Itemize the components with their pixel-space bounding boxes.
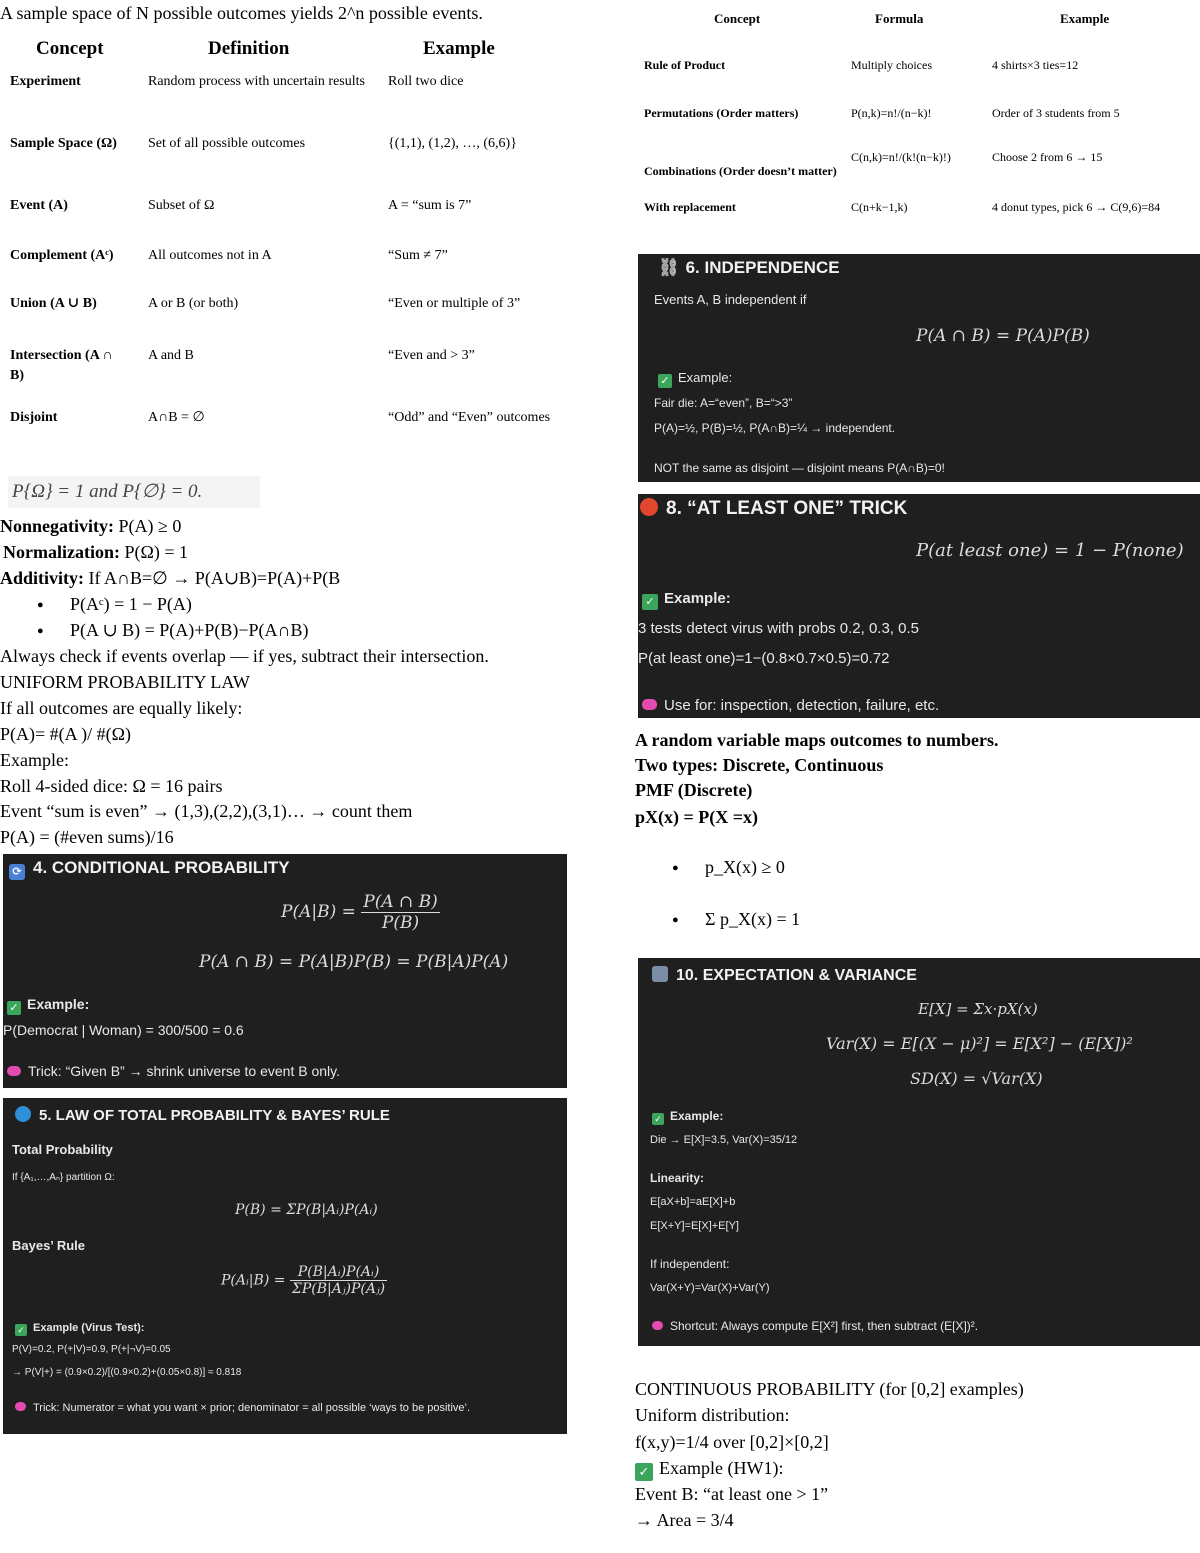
trick-text-content: Trick: Numerator = what you want × prior; denominator = all possible ‘ways to be positive’.	[33, 1402, 471, 1414]
cell: Combinations (Order doesn’t matter)	[644, 164, 837, 178]
axiom-text: If A∩B=∅ → P(A∪B)=P(A)+P(B	[84, 568, 341, 588]
sd-formula: SD(X) = √Var(X)	[910, 1069, 1043, 1088]
cell: Random process with uncertain results	[148, 74, 365, 89]
use-text-content: Use for: inspection, detection, failure, etc.	[664, 697, 940, 714]
section-title-text: 8. “AT LEAST ONE” TRICK	[666, 498, 908, 519]
table-row	[0, 404, 580, 462]
cell: A or B (or both)	[148, 296, 239, 311]
target-icon	[640, 498, 658, 516]
cell: A and B	[148, 348, 194, 363]
variance-formula: Var(X) = E[(X − μ)²] = E[X²] − (E[X])²	[826, 1034, 1133, 1053]
cell: A = “sum is 7”	[388, 198, 472, 213]
trick-text	[7, 1063, 340, 1079]
numerator: P(B|Aᵢ)P(Aᵢ)	[290, 1264, 387, 1281]
checkmark-icon: ✓	[658, 374, 672, 388]
formula-lhs: P(A|B) =	[281, 902, 356, 922]
example-line: P(at least one)=1−(0.8×0.7×0.5)=0.72	[638, 650, 890, 667]
axiom-normalization	[3, 541, 188, 563]
continuous-line: → Area = 3/4	[635, 1510, 734, 1530]
subheading: Linearity:	[650, 1171, 705, 1185]
continuous-heading: CONTINUOUS PROBABILITY (for [0,2] examples)	[635, 1379, 1024, 1399]
intro-text: A sample space of N possible outcomes yields 2^n possible events.	[0, 3, 483, 23]
section-title-text: 4. CONDITIONAL PROBABILITY	[33, 858, 290, 877]
axiom-formula: P{Ω} = 1 and P{∅} = 0.	[12, 481, 203, 502]
linearity-line: E[aX+b]=aE[X]+b	[650, 1196, 736, 1208]
section-title	[15, 1106, 390, 1124]
section-title-text: 5. LAW OF TOTAL PROBABILITY & BAYES’ RULE	[39, 1107, 390, 1124]
conditional-formula	[281, 892, 440, 933]
expectation-formula: E[X] = Σx·pX(x)	[918, 1000, 1038, 1018]
rv-line: A random variable maps outcomes to numbers.	[635, 730, 999, 750]
text-line: Example:	[0, 750, 69, 770]
continuous-line: Event B: “at least one > 1”	[635, 1484, 829, 1504]
subheading: If independent:	[650, 1257, 730, 1271]
axiom-label: Nonnegativity:	[0, 516, 114, 536]
example-text: P(Democrat | Woman) = 300/500 = 0.6	[3, 1022, 244, 1038]
cell: P(n,k)=n!/(n−k)!	[851, 106, 932, 120]
concepts-table	[0, 30, 580, 462]
intro-text: Events A, B independent if	[654, 292, 807, 307]
table-header-row	[0, 30, 580, 68]
cell: Union (A ∪ B)	[10, 296, 97, 311]
fraction	[361, 892, 440, 933]
trick-text-content: Trick: “Given B” → shrink universe to event B only.	[28, 1063, 340, 1079]
axiom-label: Normalization:	[3, 542, 120, 562]
table-row	[638, 184, 1198, 220]
checkmark-icon: ✓	[642, 594, 658, 610]
cell: “Odd” and “Even” outcomes	[388, 410, 551, 425]
link-icon: ⛓	[658, 258, 680, 277]
col-concept: Concept	[36, 38, 104, 59]
cell: Roll two dice	[388, 74, 464, 89]
cell: Complement (Aᶜ)	[10, 248, 114, 263]
checkmark-icon: ✓	[15, 1324, 27, 1336]
example-label-text: Example:	[27, 996, 90, 1012]
axiom-text: P(A) ≥ 0	[114, 516, 182, 536]
checkmark-icon: ✓	[652, 1113, 664, 1125]
cell: 4 donut types, pick 6 → C(9,6)=84	[992, 200, 1161, 214]
axiom-formula-box	[8, 476, 260, 508]
table-header-row	[638, 6, 1198, 32]
cell: Sample Space (Ω)	[10, 136, 117, 151]
conditional-probability-panel	[3, 854, 567, 1088]
example-line: 3 tests detect virus with probs 0.2, 0.3, 0.5	[638, 620, 919, 637]
example-label-text: Example:	[670, 1109, 724, 1123]
pill-icon	[7, 1066, 21, 1076]
table-row	[0, 192, 580, 242]
cell: Set of all possible outcomes	[148, 136, 306, 151]
rv-line: pX(x) = P(X =x)	[635, 807, 758, 827]
denominator: ΣP(B|Aⱼ)P(Aⱼ)	[291, 1281, 386, 1297]
col-formula: Formula	[875, 11, 924, 26]
shortcut-text-content: Shortcut: Always compute E[X²] first, then subtract (E[X])².	[670, 1319, 979, 1333]
example-line: Fair die: A=“even”, B=“>3”	[654, 396, 793, 410]
example-label	[642, 590, 731, 610]
table-row	[638, 32, 1198, 78]
continuous-example-text: Example (HW1):	[659, 1458, 784, 1478]
partition-text: If {A₁,…,Aₙ} partition Ω:	[12, 1172, 115, 1183]
text-line: Event “sum is even” → (1,3),(2,2),(3,1)… → count them	[0, 801, 413, 821]
cell: With replacement	[644, 200, 736, 214]
cell: All outcomes not in A	[148, 248, 272, 263]
text-line: P(A)= #(A )/ #(Ω)	[0, 724, 132, 744]
pmf-bullet: ● p_X(x) ≥ 0	[705, 856, 785, 878]
cell: “Sum ≠ 7”	[388, 248, 448, 263]
subheading: Bayes’ Rule	[12, 1238, 85, 1253]
table-row	[0, 242, 580, 290]
text-line: If all outcomes are equally likely:	[0, 698, 243, 718]
cell: “Even and > 3”	[388, 348, 475, 363]
formula-lhs: P(Aᵢ|B) =	[221, 1272, 286, 1289]
at-least-one-formula: P(at least one) = 1 − P(none)	[916, 540, 1184, 561]
section-title	[658, 258, 840, 278]
cell: C(n+k−1,k)	[851, 200, 908, 214]
trick-text	[15, 1402, 470, 1414]
example-line: Die → E[X]=3.5, Var(X)=35/12	[650, 1134, 798, 1146]
table-row	[638, 126, 1198, 184]
total-probability-formula: P(B) = ΣP(B|Aᵢ)P(Aᵢ)	[235, 1202, 378, 1218]
pill-icon	[652, 1321, 663, 1330]
bayes-formula	[221, 1264, 387, 1297]
counting-table	[638, 6, 1198, 220]
example-label-text: Example:	[664, 590, 731, 607]
globe-icon	[15, 1106, 31, 1122]
axiom-nonnegativity	[0, 515, 181, 537]
col-example: Example	[423, 38, 495, 59]
use-text	[642, 697, 939, 714]
cell: 4 shirts×3 ties=12	[992, 58, 1079, 72]
cell: Subset of Ω	[148, 198, 215, 213]
section-title-text: 6. INDEPENDENCE	[685, 258, 840, 277]
section-title	[640, 498, 907, 520]
section-title	[652, 966, 917, 985]
pill-icon	[642, 699, 657, 710]
continuous-line: Uniform distribution:	[635, 1405, 790, 1425]
axiom-text: P(Ω) = 1	[119, 542, 189, 562]
example-line: → P(V|+) = (0.9×0.2)/[(0.9×0.2)+(0.05×0.8)] ≈ 0.818	[12, 1367, 242, 1378]
col-definition: Definition	[208, 38, 290, 59]
cell: Permutations (Order matters)	[644, 106, 799, 120]
fraction	[290, 1264, 387, 1297]
cell: Order of 3 students from 5	[992, 106, 1120, 120]
pmf-bullet: ● Σ p_X(x) = 1	[705, 908, 800, 930]
note-text: NOT the same as disjoint — disjoint means P(A∩B)=0!	[654, 461, 945, 475]
table-row	[0, 290, 580, 342]
independence-panel	[638, 254, 1200, 482]
axiom-label: Additivity:	[0, 568, 85, 588]
cell: Disjoint	[10, 410, 58, 425]
checkmark-icon: ✓	[7, 1001, 21, 1015]
rv-line: Two types: Discrete, Continuous	[635, 755, 884, 775]
col-example: Example	[1060, 11, 1110, 26]
table-row	[638, 78, 1198, 126]
example-label-text: Example (Virus Test):	[33, 1322, 145, 1334]
cell: A∩B = ∅	[148, 410, 205, 425]
example-label	[658, 370, 732, 388]
cell: Experiment	[10, 74, 81, 89]
total-probability-panel	[3, 1098, 567, 1434]
cell: C(n,k)=n!/(k!(n−k)!)	[851, 150, 951, 164]
cell: “Even or multiple of 3”	[388, 296, 521, 311]
text-line: Always check if events overlap — if yes, subtract their intersection.	[0, 646, 489, 666]
pill-icon	[15, 1402, 26, 1411]
continuous-example	[635, 1457, 783, 1481]
independent-line: Var(X+Y)=Var(X)+Var(Y)	[650, 1282, 770, 1294]
table-row	[0, 130, 580, 192]
linearity-line: E[X+Y]=E[X]+E[Y]	[650, 1220, 739, 1232]
subheading: Total Probability	[12, 1142, 113, 1157]
refresh-icon: ⟳	[9, 864, 25, 880]
cell: Rule of Product	[644, 58, 726, 72]
cell: {(1,1), (1,2), …, (6,6)}	[388, 136, 517, 151]
expectation-variance-panel	[638, 958, 1200, 1346]
bullet-complement: ● P(Aᶜ) = 1 − P(A)	[70, 593, 192, 615]
denominator: P(B)	[381, 913, 420, 933]
numerator: P(A ∩ B)	[363, 892, 438, 912]
section-title	[9, 858, 290, 880]
text-line: P(A) = (#even sums)/16	[0, 827, 174, 847]
example-line: P(A)=½, P(B)=½, P(A∩B)=¼ → independent.	[654, 421, 896, 435]
col-concept: Concept	[714, 11, 761, 26]
at-least-one-panel	[638, 494, 1200, 718]
bullet-union: ● P(A ∪ B) = P(A)+P(B)−P(A∩B)	[70, 619, 309, 641]
axiom-additivity	[0, 567, 340, 589]
shortcut-text	[652, 1319, 978, 1333]
continuous-line: f(x,y)=1/4 over [0,2]×[0,2]	[635, 1432, 829, 1452]
chart-icon	[652, 966, 668, 982]
section-heading: UNIFORM PROBABILITY LAW	[0, 672, 250, 692]
example-label	[652, 1109, 723, 1125]
example-label-text: Example:	[678, 370, 733, 385]
checkmark-icon: ✓	[635, 1463, 653, 1481]
example-label	[15, 1322, 144, 1336]
cell: Multiply choices	[851, 58, 932, 72]
rv-line: PMF (Discrete)	[635, 780, 753, 800]
cell: Intersection (A ∩ B)	[10, 348, 113, 383]
cell: Choose 2 from 6 → 15	[992, 150, 1103, 164]
text-line: Roll 4-sided dice: Ω = 16 pairs	[0, 776, 223, 796]
cell: Event (A)	[10, 198, 68, 213]
multiplication-rule-formula: P(A ∩ B) = P(A|B)P(B) = P(B|A)P(A)	[199, 952, 509, 972]
example-label	[7, 996, 89, 1015]
table-row	[0, 342, 580, 404]
example-line: P(V)=0.2, P(+|V)=0.9, P(+|¬V)=0.05	[12, 1344, 171, 1355]
table-row	[0, 68, 580, 130]
independence-formula: P(A ∩ B) = P(A)P(B)	[916, 326, 1090, 346]
section-title-text: 10. EXPECTATION & VARIANCE	[676, 967, 917, 984]
